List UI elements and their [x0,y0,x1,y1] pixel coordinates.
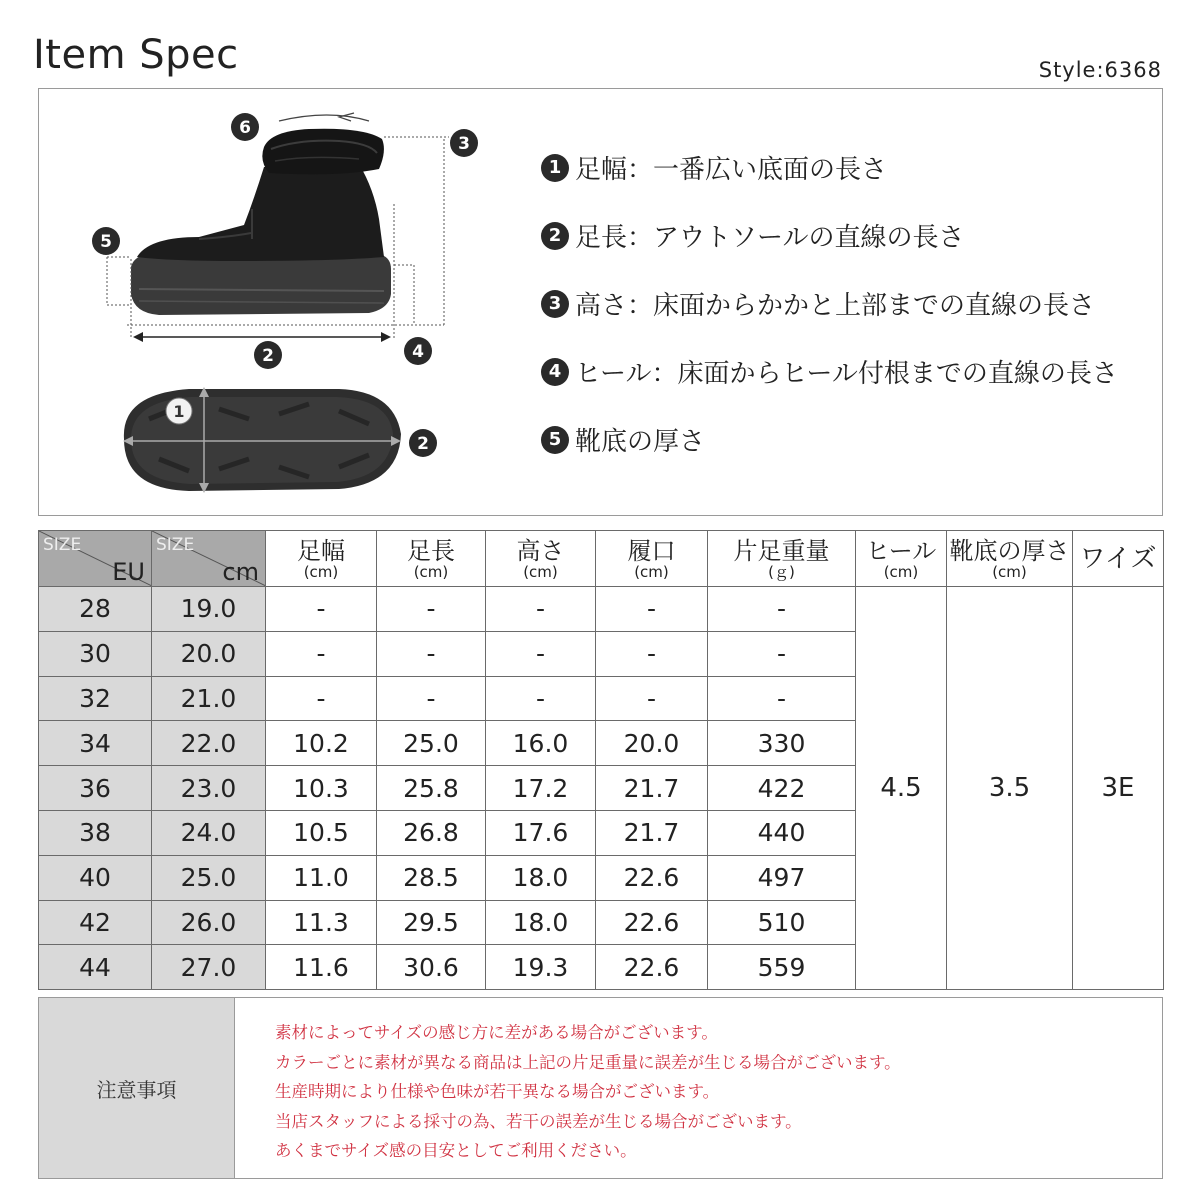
header-height: 高さ (cm) [486,531,596,587]
table-cell: - [708,676,856,721]
table-cell: - [377,587,486,632]
size-cm-cell: 21.0 [152,676,266,721]
size-eu-cell: 42 [39,900,152,945]
table-cell: 440 [708,810,856,855]
notes-panel [38,997,1163,1179]
table-cell: 11.3 [266,900,377,945]
svg-text:5: 5 [100,232,112,252]
outsole-image [123,387,401,493]
header-heel: ヒール (cm) [856,531,947,587]
table-row [39,587,1164,632]
table-cell: 497 [708,855,856,900]
header-foot-length: 足長 (cm) [377,531,486,587]
marker-5 [92,227,120,255]
table-cell: 22.6 [596,945,708,990]
marker-6 [231,113,259,141]
table-cell: - [486,631,596,676]
table-cell: - [266,587,377,632]
marker-3 [450,129,478,157]
marker-2-side [254,341,282,369]
table-cell: - [266,676,377,721]
header-foot-width: 足幅 (cm) [266,531,377,587]
table-cell: - [708,587,856,632]
number-2-icon: 2 [541,222,569,250]
size-eu-cell: 38 [39,810,152,855]
size-eu-cell: 34 [39,721,152,766]
table-cell: - [596,676,708,721]
svg-text:3: 3 [458,134,470,154]
table-cell: 16.0 [486,721,596,766]
size-eu-cell: 40 [39,855,152,900]
table-cell: - [266,631,377,676]
table-cell: 21.7 [596,810,708,855]
size-cm-cell: 25.0 [152,855,266,900]
number-5-icon: 5 [541,426,569,454]
table-cell: 510 [708,900,856,945]
legend-item-1 [541,149,887,186]
table-cell: - [596,631,708,676]
notes-body [235,998,901,1178]
legend-text: 足長：アウトソールの直線の長さ [575,223,965,253]
table-cell: 10.2 [266,721,377,766]
table-cell: 10.5 [266,810,377,855]
table-cell: 11.0 [266,855,377,900]
table-cell: 18.0 [486,855,596,900]
number-1-icon: 1 [541,154,569,182]
legend-text: 高さ：床面からかかと上部までの直線の長さ [575,291,1096,321]
sole-thickness-cell: 3.5 [947,587,1073,990]
table-cell: - [377,676,486,721]
note-line: あくまでサイズ感の目安としてご利用ください。 [275,1141,637,1160]
boot-illustration [39,89,539,517]
table-cell: 22.6 [596,900,708,945]
svg-text:2: 2 [417,434,429,454]
size-table [38,530,1164,990]
svg-text:2: 2 [262,346,274,366]
legend-text: ヒール：床面からヒール付根までの直線の長さ [575,359,1118,389]
svg-text:4: 4 [412,342,424,362]
table-cell: 28.5 [377,855,486,900]
size-cm-cell: 20.0 [152,631,266,676]
note-line: 当店スタッフによる採寸の為、若干の誤差が生じる場合がございます。 [275,1111,802,1131]
spec-diagram-panel [38,88,1163,516]
table-cell: - [708,631,856,676]
size-cm-cell: 26.0 [152,900,266,945]
legend-text: 足幅：一番広い底面の長さ [575,155,888,185]
corner-size-eu: SIZE EU [39,531,152,587]
number-4-icon: 4 [541,358,569,386]
table-cell: 29.5 [377,900,486,945]
size-cm-cell: 27.0 [152,945,266,990]
legend-text: 靴底の厚さ [575,427,706,457]
table-cell: 30.6 [377,945,486,990]
size-cm-cell: 23.0 [152,766,266,811]
number-3-icon: 3 [541,290,569,318]
width-fit-cell: 3E [1073,587,1164,990]
size-eu-cell: 32 [39,676,152,721]
table-cell: 17.6 [486,810,596,855]
note-line: 生産時期により仕様や色味が若干異なる場合がございます。 [275,1082,720,1101]
table-cell: 20.0 [596,721,708,766]
table-cell: 330 [708,721,856,766]
legend-item-2 [541,217,964,254]
marker-1 [166,398,192,424]
table-cell: - [486,676,596,721]
size-eu-cell: 30 [39,631,152,676]
svg-text:1: 1 [173,402,185,421]
table-cell: 26.8 [377,810,486,855]
page-title: Item Spec [33,32,239,78]
measurement-legend [541,89,1161,517]
table-cell: 559 [708,945,856,990]
notes-label: 注意事項 [39,998,235,1178]
table-cell: 11.6 [266,945,377,990]
table-cell: 19.3 [486,945,596,990]
size-cm-cell: 24.0 [152,810,266,855]
table-cell: 21.7 [596,766,708,811]
note-line: カラーごとに素材が異なる商品は上記の片足重量に誤差が生じる場合がございます。 [275,1052,901,1072]
size-eu-cell: 44 [39,945,152,990]
marker-4 [404,337,432,365]
marker-2-sole [409,429,437,457]
table-cell: 25.0 [377,721,486,766]
size-eu-cell: 36 [39,766,152,811]
table-header-row [39,531,1164,587]
boot-side-image [107,113,449,342]
svg-text:6: 6 [239,118,251,138]
header-opening: 履口 (cm) [596,531,708,587]
table-cell: - [596,587,708,632]
legend-item-4 [541,353,1118,390]
header-sole-thickness: 靴底の厚さ (cm) [947,531,1073,587]
note-line: 素材によってサイズの感じ方に差がある場合がございます。 [275,1023,718,1042]
table-cell: - [377,631,486,676]
legend-item-3 [541,285,1095,322]
table-cell: 25.8 [377,766,486,811]
header-weight: 片足重量 (ｇ) [708,531,856,587]
table-cell: - [486,587,596,632]
header-width-fit: ワイズ [1073,531,1164,587]
size-cm-cell: 22.0 [152,721,266,766]
table-cell: 10.3 [266,766,377,811]
table-cell: 18.0 [486,900,596,945]
table-cell: 22.6 [596,855,708,900]
table-cell: 17.2 [486,766,596,811]
size-eu-cell: 28 [39,587,152,632]
corner-size-cm: SIZE cm [152,531,266,587]
heel-cell: 4.5 [856,587,947,990]
table-cell: 422 [708,766,856,811]
size-cm-cell: 19.0 [152,587,266,632]
legend-item-5 [541,421,705,458]
style-code: Style:6368 [1038,58,1162,82]
